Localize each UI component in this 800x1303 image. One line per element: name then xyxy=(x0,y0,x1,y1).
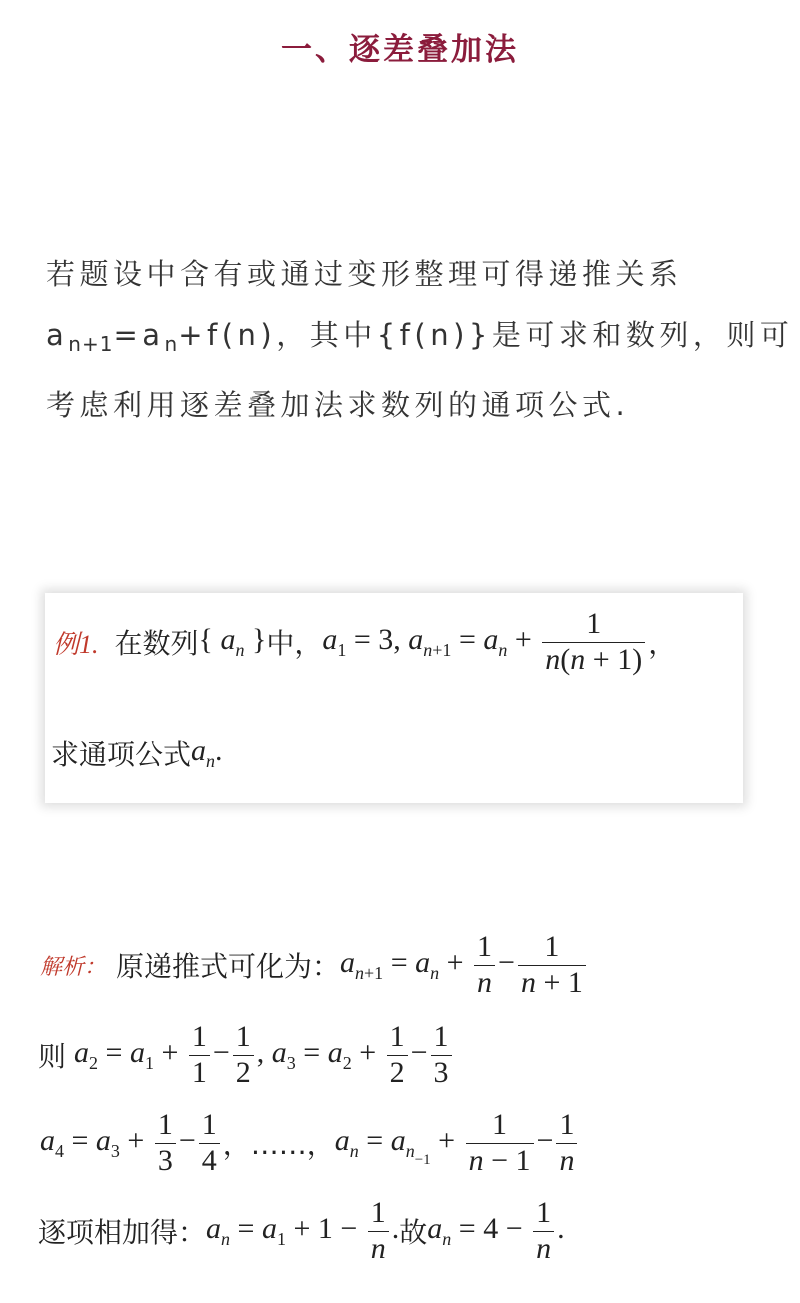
intro-paragraph xyxy=(46,244,794,436)
formula-recurrence: $a_1 = 3$, $a_{n+1} = a_n$ + $\frac{1}{n(n + 1)}$ xyxy=(322,607,648,677)
solution-line-1: 解析： 原递推式可化为： $a_{n+1} = a_n$ + $\frac{1}{n}$ − $\frac{1}{n + 1}$ xyxy=(40,930,589,1000)
solution-line-3: $a_4 = a_3$ + $\frac{1}{3}$ − $\frac{1}{4}$ ，……， $a_n = a_{n_{-1}}$ + $\frac{1}{n - 1}$ − $\frac{1}{n}$ xyxy=(40,1108,580,1178)
formula-an-recurrence: $a_n = a_{n_{-1}}$ + $\frac{1}{n - 1}$ − $\frac{1}{n}$ xyxy=(335,1108,581,1178)
example-line-2: 求通项公式 $a_n$. xyxy=(51,734,223,771)
example-card xyxy=(45,593,743,803)
intro-line-1: 若题设中含有或通过变形整理可得递推关系 xyxy=(46,257,683,291)
solution-line-4: 逐项相加得： $a_n = a_1 + 1$ − $\frac{1}{n}$ . 故 $a_n = 4$ − $\frac{1}{n}$ . xyxy=(38,1196,565,1265)
formula-sequence: { $a_n$ } xyxy=(198,623,267,660)
example-line-1: 例1. 在数列 { $a_n$ } 中， $a_1 = 3$, $a_{n+1} = a_n$ + $\frac{1}{n(n + 1)}$ ， xyxy=(53,607,677,676)
formula-a2-a3: $a_2 = a_1$ + $\frac{1}{1}$ − $\frac{1}{2}$ , $a_3 = a_2$ + $\frac{1}{2}$ − $\frac{1}{3}$ xyxy=(74,1020,455,1090)
formula-an: $a_n$. xyxy=(191,734,223,771)
formula-rewrite: $a_{n+1} = a_n$ + $\frac{1}{n}$ − $\frac{1}{n + 1}$ xyxy=(340,930,589,1000)
example-label: 例1. xyxy=(53,629,99,659)
formula-sum: $a_n = a_1 + 1$ − $\frac{1}{n}$ . xyxy=(206,1196,400,1265)
intro-line-2: $a_{n+1}=a_n+f(n)$，其中{f(n)}是可求和数列，则可 xyxy=(46,318,794,356)
formula-result: $a_n = 4$ − $\frac{1}{n}$ . xyxy=(427,1196,565,1265)
intro-line-3: 考虑利用逐差叠加法求数列的通项公式. xyxy=(46,388,630,422)
formula-a4: $a_4 = a_3$ + $\frac{1}{3}$ − $\frac{1}{4}$ xyxy=(40,1108,223,1178)
solution-label: 解析： xyxy=(40,953,107,979)
solution-line-2: 则 $a_2 = a_1$ + $\frac{1}{1}$ − $\frac{1}{2}$ , $a_3 = a_2$ + $\frac{1}{2}$ − $\frac{1}{3}$ xyxy=(38,1020,455,1090)
section-title: 一、逐差叠加法 xyxy=(281,32,519,68)
